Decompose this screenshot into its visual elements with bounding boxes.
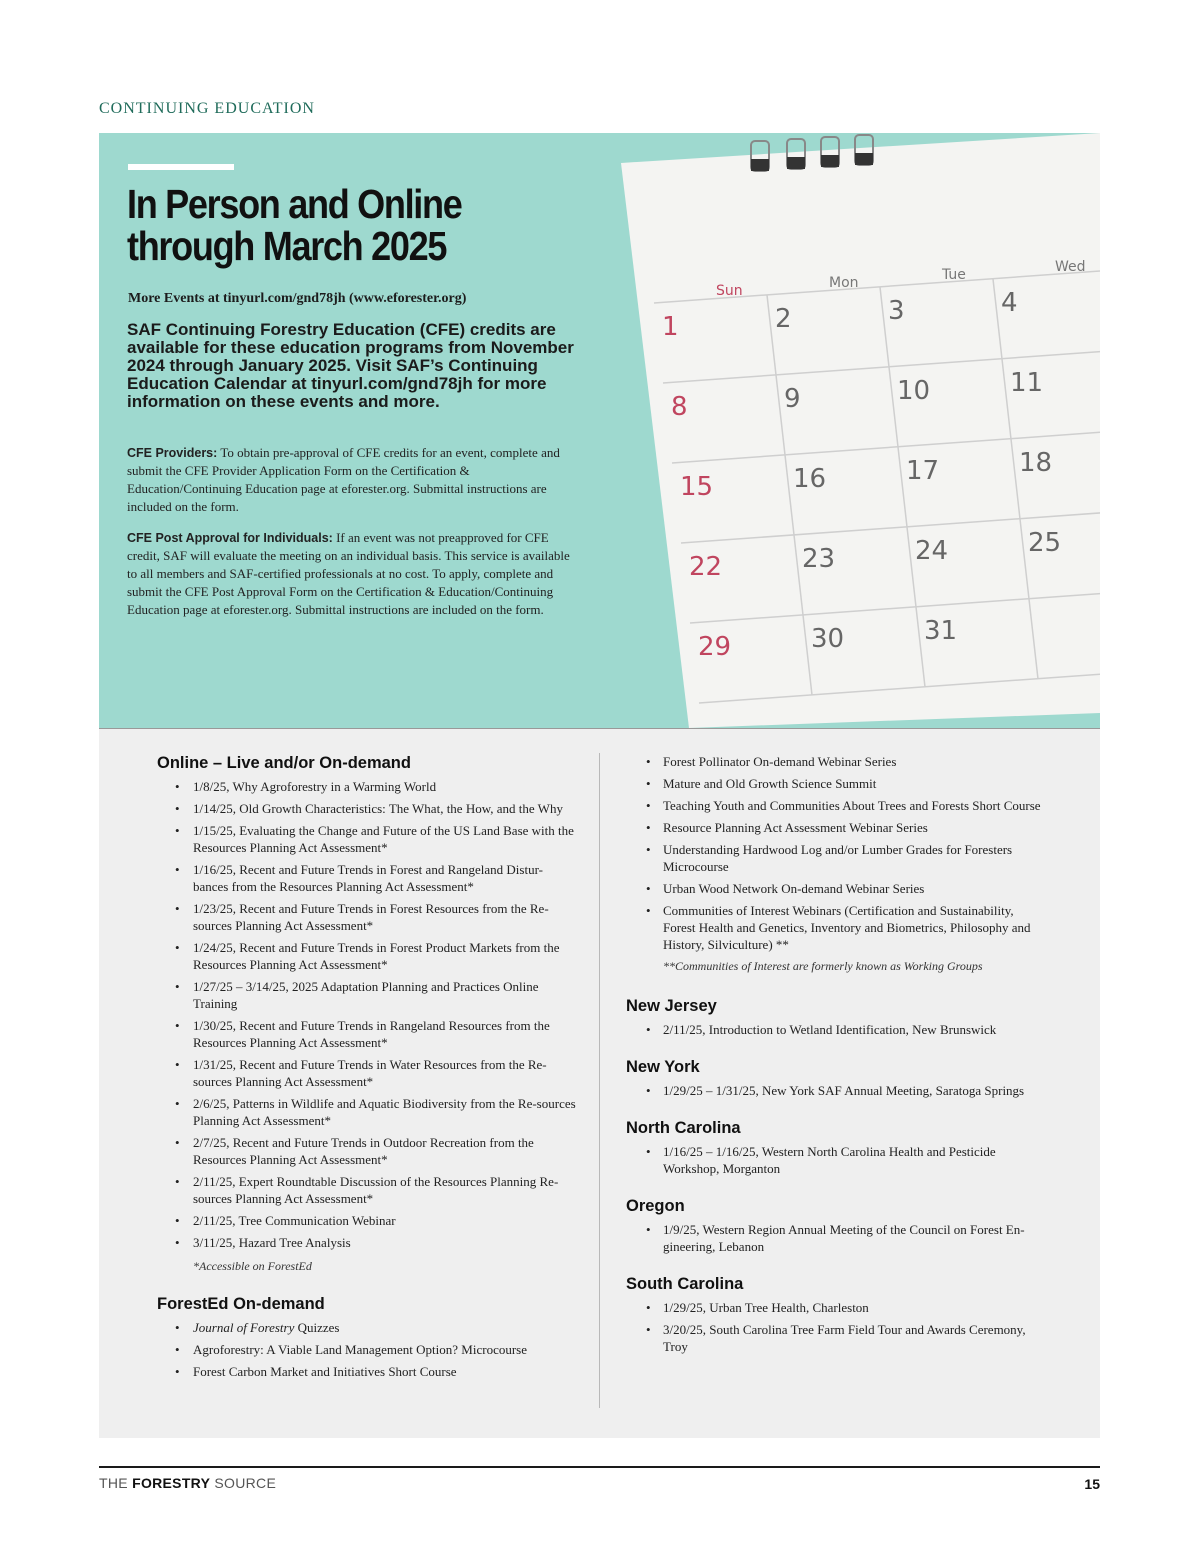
calendar-date: 10 — [897, 376, 931, 406]
cfe-providers-text: To obtain pre-approval of CFE credits for an event, complete and submit the CFE Provider Application Form on the Certification & Education/Continuing Education page at eforester.org. Submittal instructions are included on the form. — [127, 445, 560, 514]
column-divider — [599, 753, 600, 1408]
cfe-post-approval-paragraph — [127, 529, 577, 619]
cfe-providers-paragraph — [127, 444, 577, 516]
list-item: • Communities of Interest Webinars (Certification and Sustainability, Forest Health and Genetics, Inventory and Biometrics, Philosophy and History, Silviculture) ** — [626, 902, 1046, 953]
list-item: • 2/7/25, Recent and Future Trends in Outdoor Recreation from the Resources Planning Act Assessment* — [157, 1134, 577, 1168]
hero-banner — [99, 133, 1100, 728]
calendar-date: 3 — [888, 296, 905, 326]
calendar-date: 8 — [671, 392, 688, 422]
journal-suffix: Quizzes — [294, 1320, 340, 1335]
calendar-date: 1 — [662, 312, 679, 342]
list-item: • 1/29/25 – 1/31/25, New York SAF Annual Meeting, Saratoga Springs — [626, 1082, 1046, 1099]
new-york-list — [626, 1082, 1046, 1099]
publication-name — [99, 1475, 276, 1491]
online-note: *Accessible on ForestEd — [193, 1259, 312, 1273]
list-item: • Urban Wood Network On-demand Webinar Series — [626, 880, 1046, 897]
list-item: • Resource Planning Act Assessment Webinar Series — [626, 819, 1046, 836]
list-item: • 1/16/25 – 1/16/25, Western North Carolina Health and Pesticide Workshop, Morganton — [626, 1143, 1046, 1177]
hero-rule — [128, 164, 234, 170]
online-heading: Online – Live and/or On-demand — [157, 754, 411, 772]
calendar-date: 24 — [915, 536, 949, 566]
list-item: • Understanding Hardwood Log and/or Lumber Grades for Foresters Microcourse — [626, 841, 1046, 875]
south-carolina-heading: South Carolina — [626, 1275, 744, 1293]
calendar-date: 2 — [775, 304, 792, 334]
page-number: 15 — [1084, 1476, 1100, 1492]
list-item: • 2/11/25, Tree Communication Webinar — [157, 1212, 577, 1229]
list-item: • 1/14/25, Old Growth Characteristics: The What, the How, and the Why — [157, 800, 577, 817]
north-carolina-list — [626, 1143, 1046, 1177]
list-item: • 1/31/25, Recent and Future Trends in Water Resources from the Re-sources Planning Act Assessment* — [157, 1056, 577, 1090]
list-item: • Teaching Youth and Communities About Trees and Forests Short Course — [626, 797, 1046, 814]
calendar-date: 11 — [1010, 368, 1044, 398]
journal-title: Journal of Forestry — [193, 1320, 295, 1335]
new-york-heading: New York — [626, 1058, 700, 1076]
right-column — [626, 753, 1046, 1360]
weekday-label: Tue — [942, 267, 966, 283]
oregon-heading: Oregon — [626, 1197, 685, 1215]
left-column — [157, 753, 577, 1385]
calendar-date: 15 — [680, 472, 714, 502]
north-carolina-heading: North Carolina — [626, 1119, 741, 1137]
calendar-page — [621, 133, 1100, 728]
new-jersey-list — [626, 1021, 1046, 1038]
calendar-date: 18 — [1019, 448, 1053, 478]
list-item: • 3/20/25, South Carolina Tree Farm Field Tour and Awards Ceremony, Troy — [626, 1321, 1046, 1355]
pub-the: THE — [99, 1475, 133, 1491]
list-item: • 1/30/25, Recent and Future Trends in Rangeland Resources from the Resources Planning Act Assessment* — [157, 1017, 577, 1051]
weekday-label: Sun — [716, 283, 743, 299]
list-item: • Forest Pollinator On-demand Webinar Series — [626, 753, 1046, 770]
calendar-date: 29 — [698, 632, 732, 662]
list-item: • Agroforestry: A Viable Land Management Option? Microcourse — [157, 1341, 577, 1358]
list-item: • 1/29/25, Urban Tree Health, Charleston — [626, 1299, 1046, 1316]
list-item: • 2/11/25, Expert Roundtable Discussion of the Resources Planning Re-sources Planning Act Assessment* — [157, 1173, 577, 1207]
calendar-date: 31 — [924, 616, 958, 646]
cfe-post-approval-label: CFE Post Approval for Individuals: — [127, 531, 333, 545]
list-item: • 3/11/25, Hazard Tree Analysis — [157, 1234, 577, 1251]
calendar-date: 25 — [1028, 528, 1062, 558]
list-item — [157, 1319, 577, 1336]
events-panel — [99, 728, 1100, 1438]
oregon-list — [626, 1221, 1046, 1255]
online-list — [157, 778, 577, 1251]
list-item: • Forest Carbon Market and Initiatives Short Course — [157, 1363, 577, 1380]
new-jersey-heading: New Jersey — [626, 997, 717, 1015]
hero-lead: SAF Continuing Forestry Education (CFE) credits are available for these education programs from November 2024 through January 2025. Visit SAF’s Continuing Education Calendar at tinyurl.com/gnd78jh for more information on these events and more. — [127, 320, 574, 411]
calendar-date: 30 — [811, 624, 845, 654]
list-item: • 2/6/25, Patterns in Wildlife and Aquatic Biodiversity from the Re-sources Planning Act Assessment* — [157, 1095, 577, 1129]
calendar-date: 17 — [906, 456, 940, 486]
pub-source: SOURCE — [210, 1475, 277, 1491]
list-item: • 1/15/25, Evaluating the Change and Future of the US Land Base with the Resources Planning Act Assessment* — [157, 822, 577, 856]
page-title: In Person and Online through March 2025 — [127, 181, 462, 269]
south-carolina-list — [626, 1299, 1046, 1355]
forested-note: **Communities of Interest are formerly known as Working Groups — [663, 959, 983, 973]
list-item: • Mature and Old Growth Science Summit — [626, 775, 1046, 792]
calendar-date: 22 — [689, 552, 723, 582]
section-label: CONTINUING EDUCATION — [99, 100, 315, 117]
forested-heading: ForestEd On-demand — [157, 1295, 325, 1313]
forested-list-left — [157, 1319, 577, 1380]
footer-rule — [99, 1466, 1100, 1468]
calendar-date: 16 — [793, 464, 827, 494]
list-item: • 2/11/25, Introduction to Wetland Identification, New Brunswick — [626, 1021, 1046, 1038]
forested-list-right — [626, 753, 1046, 953]
list-item: • 1/9/25, Western Region Annual Meeting of the Council on Forest En-gineering, Lebanon — [626, 1221, 1046, 1255]
cfe-post-approval-text: If an event was not preapproved for CFE credit, SAF will evaluate the meeting on an individual basis. This service is available to all members and SAF-certified professionals at no cost. To apply, complete and submit the CFE Post Approval Form on the Certification & Education/Continuing Education page at eforester.org. Submittal instructions are included on the form. — [127, 530, 570, 617]
list-item: • 1/27/25 – 3/14/25, 2025 Adaptation Planning and Practices Online Training — [157, 978, 577, 1012]
calendar-date: 23 — [802, 544, 836, 574]
list-item: • 1/23/25, Recent and Future Trends in Forest Resources from the Re-sources Planning Act Assessment* — [157, 900, 577, 934]
list-item: • 1/24/25, Recent and Future Trends in Forest Product Markets from the Resources Planning Act Assessment* — [157, 939, 577, 973]
weekday-label: Mon — [829, 275, 859, 291]
pub-forestry: FORESTRY — [132, 1475, 211, 1491]
list-item: • 1/8/25, Why Agroforestry in a Warming World — [157, 778, 577, 795]
cfe-providers-label: CFE Providers: — [127, 446, 218, 460]
calendar-date: 4 — [1001, 288, 1018, 318]
calendar-date: 9 — [784, 384, 801, 414]
weekday-label: Wed — [1055, 259, 1086, 275]
more-events-link[interactable]: More Events at tinyurl.com/gnd78jh (www.eforester.org) — [128, 291, 467, 306]
calendar-photo — [599, 133, 1100, 728]
list-item: • 1/16/25, Recent and Future Trends in Forest and Rangeland Distur-bances from the Resources Planning Act Assessment* — [157, 861, 577, 895]
